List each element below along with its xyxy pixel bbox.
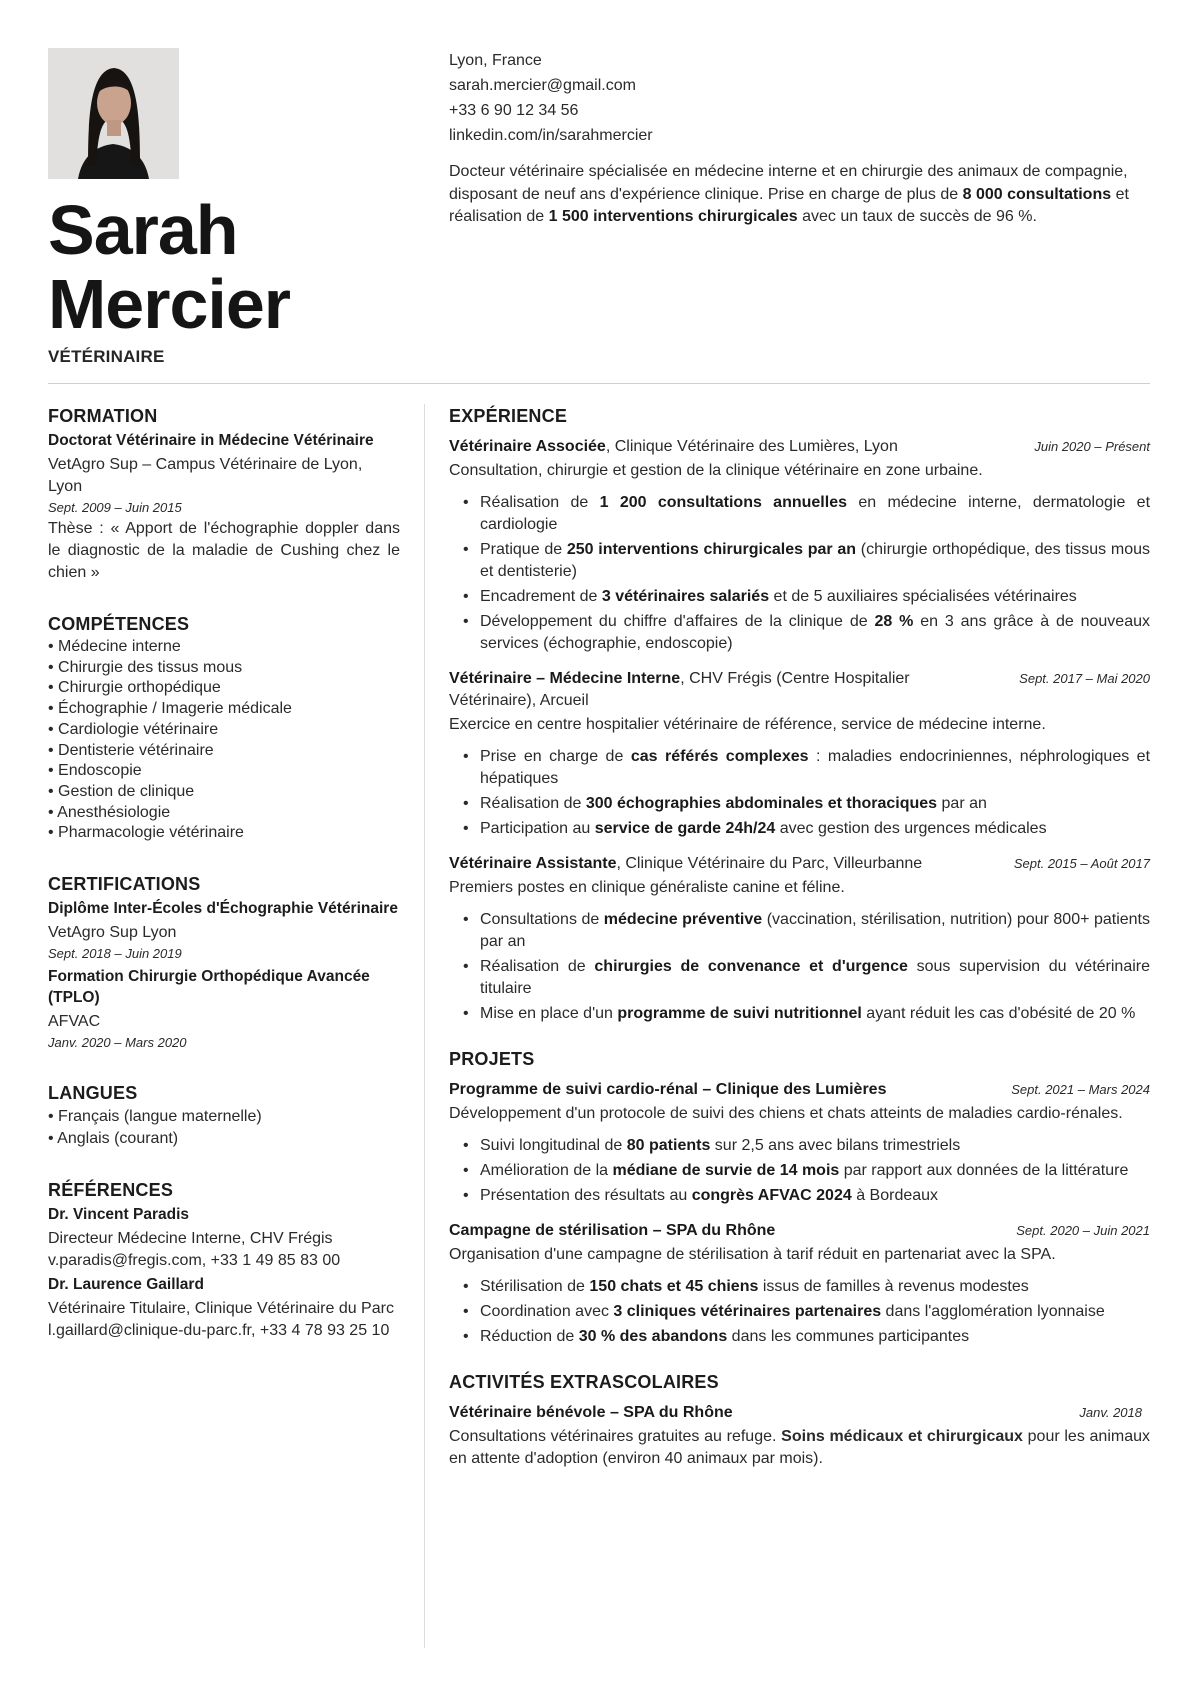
job-bullet: • Réalisation de 300 échographies abdominales et thoraciques par an [463, 793, 1150, 815]
contact-phone[interactable]: +33 6 90 12 34 56 [449, 102, 579, 119]
skill-item: • Échographie / Imagerie médicale [48, 699, 400, 720]
job-bullet: • Réalisation de 1 200 consultations annuelles en médecine interne, dermatologie et cardiologie [463, 492, 1150, 536]
job-bullet: • Participation au service de garde 24h/24 avec gestion des urgences médicales [463, 818, 1150, 840]
job-employer: , Clinique Vétérinaire du Parc, Villeurbanne [616, 855, 923, 872]
degree-name: Doctorat Vétérinaire in Médecine Vétérinaire [48, 432, 374, 449]
experience-section [449, 404, 1150, 1025]
job-role: VÉTÉRINAIRE [48, 347, 165, 366]
project-bullets [463, 1276, 1150, 1348]
projets-section [449, 1047, 1150, 1348]
job-bullet: • Prise en charge de cas référés complexes : maladies endocriniennes, néphrologiques et hépatiques [463, 746, 1150, 790]
job-dates: Juin 2020 – Présent [1034, 439, 1150, 454]
section-title: CERTIFICATIONS [48, 874, 201, 895]
skills-list [48, 637, 400, 844]
project-description: Développement d'un protocole de suivi des chiens et chats atteints de maladies cardio-rénales. [449, 1105, 1123, 1122]
project-entry [449, 1220, 1150, 1348]
skill-item: • Pharmacologie vétérinaire [48, 823, 400, 844]
certification-name: Formation Chirurgie Orthopédique Avancée (TPLO) [48, 968, 370, 1007]
job-bullet: • Développement du chiffre d'affaires de la clinique de 28 % en 3 ans grâce à de nouveaux services (échographie, endoscopie) [463, 611, 1150, 655]
resume-page [48, 48, 1150, 1648]
job-bullet: • Réalisation de chirurgies de convenance et d'urgence sous supervision du vétérinaire titulaire [463, 956, 1150, 1000]
references-section [48, 1178, 400, 1342]
project-dates: Sept. 2021 – Mars 2024 [1011, 1082, 1150, 1097]
job-employer: , Clinique Vétérinaire des Lumières, Lyon [605, 438, 898, 455]
project-title: Campagne de stérilisation – SPA du Rhône [449, 1222, 776, 1239]
summary-text: et réalisation de [449, 185, 1129, 225]
section-title: RÉFÉRENCES [48, 1180, 174, 1201]
reference-name: Dr. Laurence Gaillard [48, 1276, 204, 1294]
summary-highlight: 1 500 interventions chirurgicales [548, 208, 798, 225]
job-employer: , CHV Frégis (Centre Hospitalier Vétérinaire), Arcueil [449, 670, 910, 709]
profile-photo [48, 48, 179, 179]
contact-linkedin[interactable]: linkedin.com/in/sarahmercier [449, 127, 653, 144]
left-column [48, 404, 400, 1362]
job-position: Vétérinaire Associée [449, 438, 606, 455]
project-bullet: • Présentation des résultats au congrès AFVAC 2024 à Bordeaux [463, 1185, 1150, 1207]
langues-section [48, 1081, 400, 1150]
job-description: Premiers postes en clinique généraliste canine et féline. [449, 879, 845, 896]
summary-text: Docteur vétérinaire spécialisée en médecine interne et en chirurgie des animaux de compagnie, disposant de neuf ans d'expérience clinique. Prise en charge de plus de [449, 163, 1128, 203]
project-bullet: • Suivi longitudinal de 80 patients sur 2,5 ans avec bilans trimestriels [463, 1135, 1150, 1157]
reference-name: Dr. Vincent Paradis [48, 1206, 189, 1224]
activity-entry [449, 1402, 1150, 1470]
skill-item: • Cardiologie vétérinaire [48, 720, 400, 741]
section-title: COMPÉTENCES [48, 614, 190, 634]
section-title: FORMATION [48, 406, 158, 426]
project-entry [449, 1079, 1150, 1207]
job-entry [449, 436, 1150, 655]
reference-contact[interactable]: l.gaillard@clinique-du-parc.fr, +33 4 78 93 25 10 [48, 1322, 390, 1340]
reference-role: Directeur Médecine Interne, CHV Frégis [48, 1230, 333, 1248]
job-position: Vétérinaire – Médecine Interne [449, 670, 681, 687]
language-item: • Français (langue maternelle) [48, 1106, 400, 1128]
reference-role: Vétérinaire Titulaire, Clinique Vétérinaire du Parc [48, 1300, 394, 1318]
skill-item: • Médecine interne [48, 637, 400, 658]
skill-item: • Dentisterie vétérinaire [48, 741, 400, 762]
skill-item: • Chirurgie des tissus mous [48, 658, 400, 679]
job-bullet: • Pratique de 250 interventions chirurgicales par an (chirurgie orthopédique, des tissus mous et dentisterie) [463, 539, 1150, 583]
languages-list [48, 1106, 400, 1150]
project-bullet: • Coordination avec 3 cliniques vétérinaires partenaires dans l'agglomération lyonnaise [463, 1301, 1150, 1323]
certification-org: AFVAC [48, 1013, 101, 1031]
section-title: ACTIVITÉS EXTRASCOLAIRES [449, 1372, 719, 1392]
certification-name: Diplôme Inter-Écoles d'Échographie Vétérinaire [48, 900, 398, 918]
header-divider [48, 383, 1150, 384]
last-name: Mercier [48, 265, 291, 343]
certification-dates: Janv. 2020 – Mars 2020 [48, 1035, 187, 1051]
candidate-name [48, 193, 428, 341]
activity-dates: Janv. 2018 [1079, 1405, 1142, 1420]
project-description: Organisation d'une campagne de stérilisation à tarif réduit en partenariat avec la SPA. [449, 1246, 1056, 1263]
job-title [449, 436, 898, 458]
project-title: Programme de suivi cardio-rénal – Clinique des Lumières [449, 1081, 887, 1098]
job-position: Vétérinaire Assistante [449, 855, 617, 872]
job-bullets [463, 746, 1150, 840]
profile-photo-image [48, 48, 179, 179]
school-name: VetAgro Sup – Campus Vétérinaire de Lyon, Lyon [48, 456, 363, 495]
section-title: EXPÉRIENCE [449, 406, 568, 426]
job-description: Consultation, chirurgie et gestion de la clinique vétérinaire en zone urbaine. [449, 462, 983, 479]
job-title [449, 853, 922, 875]
job-bullet: • Mise en place d'un programme de suivi nutritionnel ayant réduit les cas d'obésité de 20 % [463, 1003, 1150, 1025]
right-column [449, 404, 1150, 1470]
job-bullets [463, 492, 1150, 655]
certification-dates: Sept. 2018 – Juin 2019 [48, 946, 182, 962]
competences-section [48, 612, 400, 844]
job-bullets [463, 909, 1150, 1025]
project-dates: Sept. 2020 – Juin 2021 [1016, 1223, 1150, 1238]
profile-summary [449, 161, 1150, 229]
first-name: Sarah [48, 191, 238, 269]
thesis-text: Thèse : « Apport de l'échographie doppler dans le diagnostic de la maladie de Cushing chez le chien » [48, 520, 400, 581]
job-dates: Sept. 2015 – Août 2017 [1013, 856, 1150, 871]
certification-org: VetAgro Sup Lyon [48, 924, 177, 942]
project-bullet: • Réduction de 30 % des abandons dans les communes participantes [463, 1326, 1150, 1348]
formation-dates: Sept. 2009 – Juin 2015 [48, 500, 182, 515]
skill-item: • Chirurgie orthopédique [48, 678, 400, 699]
summary-text: avec un taux de succès de 96 %. [797, 208, 1037, 225]
project-bullets [463, 1135, 1150, 1207]
job-description: Exercice en centre hospitalier vétérinaire de référence, service de médecine interne. [449, 716, 1046, 733]
job-bullet: • Encadrement de 3 vétérinaires salariés et de 5 auxiliaires spécialisées vétérinaires [463, 586, 1150, 608]
job-entry [449, 668, 1150, 840]
job-title [449, 668, 949, 712]
job-bullet: • Consultations de médecine préventive (vaccination, stérilisation, nutrition) pour 800+ patients par an [463, 909, 1150, 953]
header-identity [48, 48, 428, 369]
activity-title: Vétérinaire bénévole – SPA du Rhône [449, 1404, 733, 1421]
certifications-section [48, 872, 400, 1053]
activites-section [449, 1370, 1150, 1470]
section-title: PROJETS [449, 1049, 535, 1069]
job-dates: Sept. 2017 – Mai 2020 [1019, 671, 1150, 686]
job-entry [449, 853, 1150, 1025]
skill-item: • Endoscopie [48, 761, 400, 782]
skill-item: • Gestion de clinique [48, 782, 400, 803]
formation-section [48, 404, 400, 584]
contact-location: Lyon, France [449, 52, 542, 69]
summary-highlight: 8 000 consultations [962, 185, 1112, 203]
language-item: • Anglais (courant) [48, 1128, 400, 1150]
activity-description: Consultations vétérinaires gratuites au refuge. Soins médicaux et chirurgicaux pour les animaux en attente d'adoption (environ 40 animaux par mois). [449, 1428, 1151, 1467]
reference-contact[interactable]: v.paradis@fregis.com, +33 1 49 85 83 00 [48, 1252, 341, 1270]
contact-email[interactable]: sarah.mercier@gmail.com [449, 77, 636, 94]
project-bullet: • Amélioration de la médiane de survie de 14 mois par rapport aux données de la littérature [463, 1160, 1150, 1182]
project-bullet: • Stérilisation de 150 chats et 45 chiens issus de familles à revenus modestes [463, 1276, 1150, 1298]
header-contact [449, 48, 1150, 229]
section-title: LANGUES [48, 1083, 138, 1104]
skill-item: • Anesthésiologie [48, 803, 400, 824]
column-divider [424, 404, 425, 1648]
